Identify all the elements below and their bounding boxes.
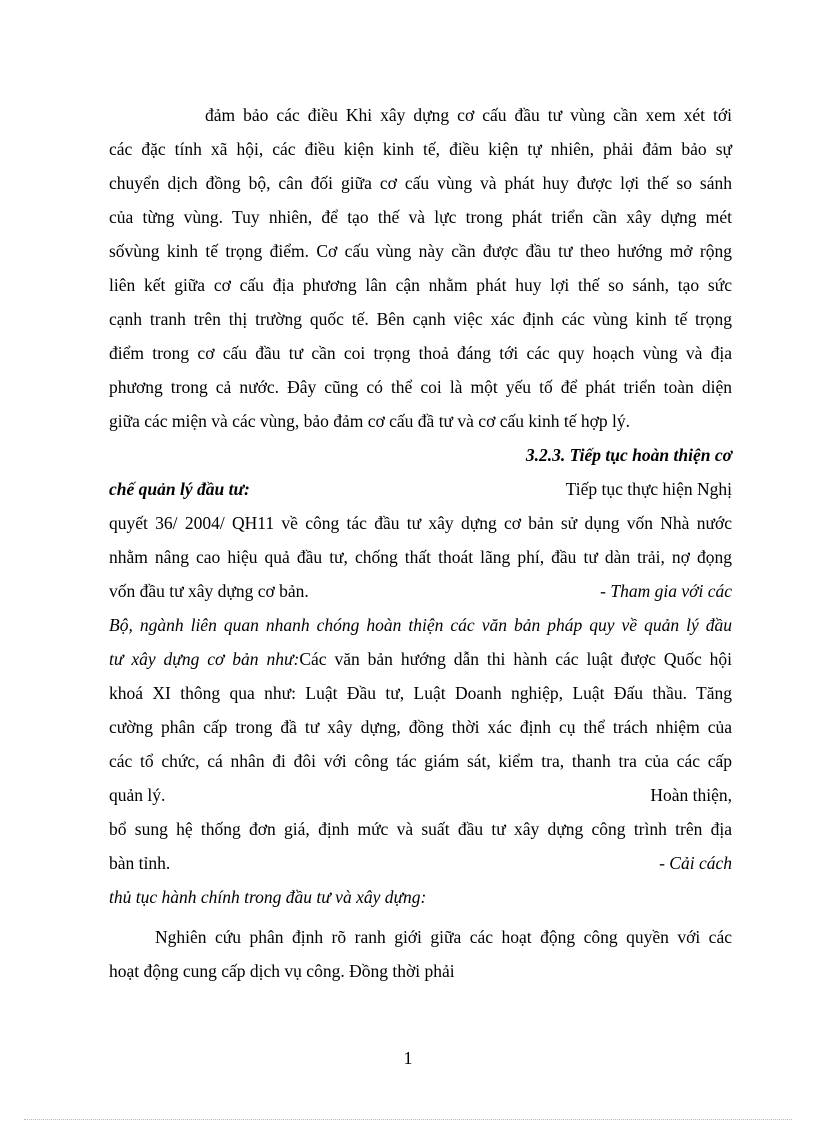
paragraph-line: hoạt động cung cấp dịch vụ công. Đồng thời phải <box>109 961 455 981</box>
paragraph-line: đảm bảo các điều Khi xây dựng cơ cấu đầu tư vùng cần xem xét tới <box>205 105 732 125</box>
paragraph-line: sốvùng kinh tế trọng điểm. Cơ cấu vùng này cần được đầu tư theo hướng mở rộng <box>109 241 732 261</box>
bullet-line-mixed <box>109 644 732 674</box>
paragraph-line: cường phân cấp trong đầ tư xây dựng, đồng thời xác định cụ thể trách nhiệm của <box>109 717 732 737</box>
paragraph-start: Hoàn thiện, <box>650 785 732 805</box>
paragraph-line: nhằm nâng cao hiệu quả đầu tư, chống thất thoát lãng phí, đầu tư dàn trải, nợ đọng <box>109 547 732 567</box>
paragraph-start: Tiếp tục thực hiện Nghị <box>565 479 732 499</box>
bullet-italic-part: tư xây dựng cơ bản như: <box>109 649 300 669</box>
paragraph-line: của từng vùng. Tuy nhiên, để tạo thế và lực trong phát triển cần xây dựng mét <box>109 207 732 227</box>
paragraph-line: quyết 36/ 2004/ QH11 về công tác đầu tư xây dựng cơ bản sử dụng vốn Nhà nước <box>109 513 732 533</box>
paragraph-line: điểm trong cơ cấu đầu tư cần coi trọng thoả đáng tới các quy hoạch vùng và địa <box>109 343 732 363</box>
paragraph-line-split <box>109 848 732 878</box>
paragraph-end: vốn đầu tư xây dựng cơ bản. <box>109 581 309 601</box>
heading-continuation-line <box>109 474 732 504</box>
bullet-line: Bộ, ngành liên quan nhanh chóng hoàn thiện các văn bản pháp quy về quản lý đầu <box>109 615 732 635</box>
paragraph-line: cạnh tranh trên thị trường quốc tế. Bên cạnh việc xác định các vùng kinh tế trọng <box>109 309 732 329</box>
bullet-line: thủ tục hành chính trong đầu tư và xây dựng: <box>109 887 427 907</box>
paragraph-end: quản lý. <box>109 785 166 805</box>
section-heading: 3.2.3. Tiếp tục hoàn thiện cơ <box>525 445 732 465</box>
bullet-normal-part: Các văn bản hướng dẫn thi hành các luật được Quốc hội <box>299 649 733 669</box>
paragraph-line: phương trong cả nước. Đây cũng có thể coi là một yếu tố để phát triển toàn diện <box>109 377 732 397</box>
paragraph-line: các tổ chức, cá nhân đi đôi với công tác giám sát, kiểm tra, thanh tra của các cấp <box>109 751 732 771</box>
paragraph-line: khoá XI thông qua như: Luật Đầu tư, Luật Doanh nghiệp, Luật Đấu thầu. Tăng <box>109 683 732 703</box>
paragraph-line-split <box>109 576 732 606</box>
paragraph-line: Nghiên cứu phân định rõ ranh giới giữa các hoạt động công quyền với các <box>155 927 732 947</box>
page-bottom-divider <box>24 1119 792 1120</box>
paragraph-end: bàn tỉnh. <box>109 853 171 873</box>
paragraph-line: chuyển dịch đồng bộ, cân đối giữa cơ cấu vùng và phát huy được lợi thế so sánh <box>109 173 732 193</box>
paragraph-line-split <box>109 780 732 810</box>
paragraph-line: liên kết giữa cơ cấu địa phương lân cận nhằm phát huy lợi thế so sánh, tạo sức <box>109 275 732 295</box>
paragraph-line: giữa các miện và các vùng, bảo đảm cơ cấu đầ tư và cơ cấu kinh tế hợp lý. <box>109 411 630 431</box>
paragraph-line: các đặc tính xã hội, các điều kiện kinh tế, điều kiện tự nhiên, phải đảm bảo sự <box>109 139 732 159</box>
section-heading-continued: chế quản lý đầu tư: <box>109 479 250 499</box>
bullet-start: - Tham gia với các <box>600 581 732 601</box>
page-number: 1 <box>403 1048 413 1068</box>
paragraph-line: bổ sung hệ thống đơn giá, định mức và suất đầu tư xây dựng công trình trên địa <box>109 819 732 839</box>
bullet-start: - Cải cách <box>659 853 732 873</box>
